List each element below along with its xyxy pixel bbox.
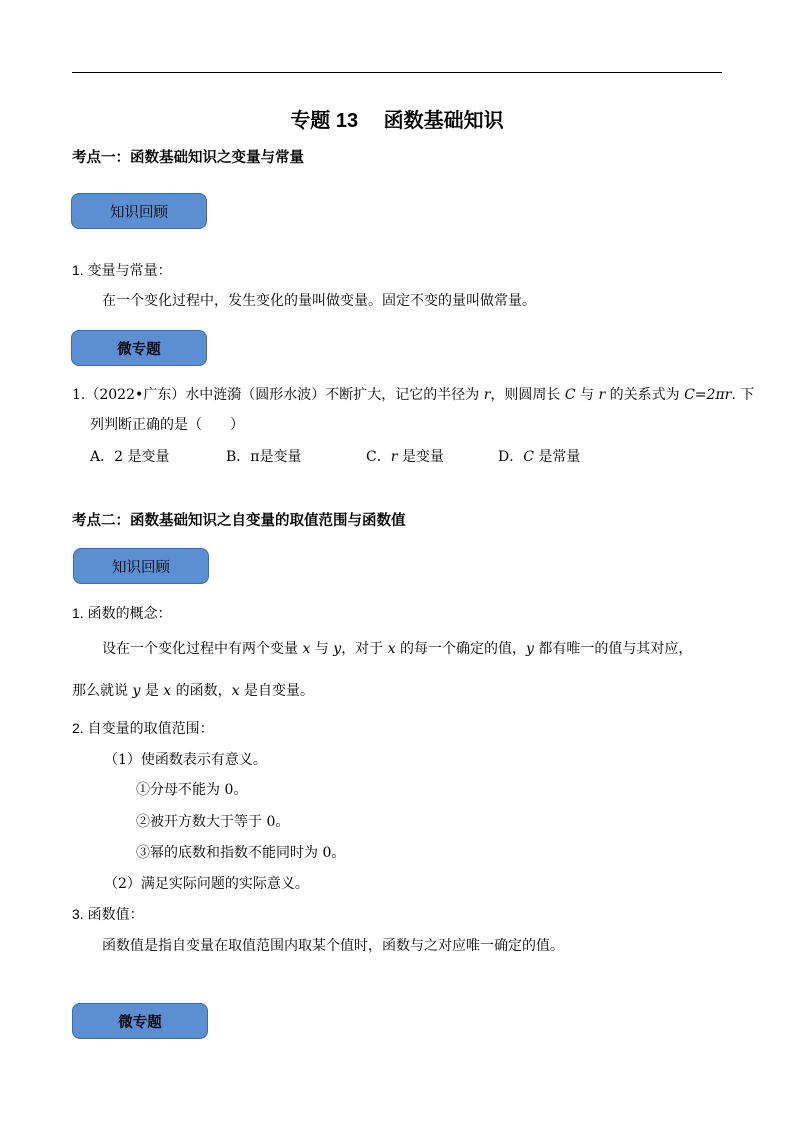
question-1-var-r: r	[483, 387, 491, 403]
question-1-var-r2: r	[598, 387, 606, 403]
concept2-var-x: x	[163, 683, 172, 699]
question-1-line1	[72, 384, 754, 404]
concept2-text-b: 是	[140, 683, 164, 699]
function-concept-line2	[72, 680, 314, 700]
question-1-var-c: C	[564, 387, 576, 403]
option-d-suffix: 是常量	[533, 449, 581, 465]
point-variable-constant-title: 1. 变量与常量：	[72, 262, 172, 278]
option-d-prefix: D．	[498, 449, 524, 465]
domain-sub1-iii: ③幂的底数和指数不能同时为 0。	[136, 845, 346, 861]
knowledge-review-text-1: 知识回顾	[110, 204, 168, 221]
question-1-text-a: 1.（2022•广东）水中涟漪（圆形水波）不断扩大，记它的半径为	[72, 387, 484, 403]
micro-topic-label-2	[72, 1003, 208, 1039]
domain-sub1-i: ①分母不能为 0。	[136, 782, 248, 798]
function-concept-line1	[102, 638, 692, 658]
concept2-var-y: y	[132, 683, 141, 699]
point-function-value-title: 3. 函数值：	[72, 906, 144, 922]
option-c	[366, 446, 444, 466]
micro-topic-text-2: 微专题	[118, 1014, 162, 1031]
concept-text-c: ，对于	[341, 641, 388, 657]
domain-sub2: （2）满足实际问题的实际意义。	[104, 876, 309, 892]
page-title: 专题 13 函数基础知识	[290, 110, 504, 132]
concept2-text-d: 是自变量。	[239, 683, 314, 699]
point-function-value-body: 函数值是指自变量在取值范围内取某个值时，函数与之对应唯一确定的值。	[102, 938, 564, 954]
header-rule	[72, 72, 722, 73]
question-1-text-d: 的关系式为	[605, 387, 685, 403]
option-c-var: r	[390, 449, 398, 465]
option-d	[498, 446, 580, 466]
option-d-var: C	[523, 449, 534, 465]
point-domain-title: 2. 自变量的取值范围：	[72, 720, 214, 736]
question-1-formula: C=2πr	[684, 387, 732, 403]
point-variable-constant-body: 在一个变化过程中，发生变化的量叫做变量。固定不变的量叫做常量。	[102, 293, 536, 309]
micro-topic-label-1	[71, 330, 207, 366]
domain-sub1-ii: ②被开方数大于等于 0。	[136, 814, 290, 830]
knowledge-review-label-2	[73, 548, 209, 584]
point-function-concept-title: 1. 函数的概念：	[72, 605, 172, 621]
concept-var-x: x	[302, 641, 311, 657]
option-c-prefix: C．	[366, 449, 391, 465]
option-b: B．π是变量	[226, 449, 302, 465]
domain-sub1: （1）使函数表示有意义。	[104, 752, 267, 768]
question-1-text-e: . 下	[731, 387, 755, 403]
concept-text-b: 与	[310, 641, 334, 657]
option-c-suffix: 是变量	[397, 449, 444, 465]
concept-text-d: 的每一个确定的值，	[395, 641, 526, 657]
knowledge-review-text-2: 知识回顾	[112, 559, 170, 576]
concept-var-y: y	[333, 641, 342, 657]
concept-text-a: 设在一个变化过程中有两个变量	[102, 641, 303, 657]
question-1-line2: 列判断正确的是（ ）	[90, 417, 244, 433]
concept-var-x2: x	[387, 641, 396, 657]
question-1-text-b: ，则圆周长	[490, 387, 565, 403]
concept-text-e: 都有唯一的值与其对应，	[533, 641, 693, 657]
concept2-text-a: 那么就说	[72, 683, 133, 699]
concept2-var-x2: x	[231, 683, 240, 699]
question-1-text-c: 与	[575, 387, 599, 403]
option-a: A．2 是变量	[90, 449, 170, 465]
section2-heading: 考点二：函数基础知识之自变量的取值范围与函数值	[72, 513, 406, 529]
section1-heading: 考点一：函数基础知识之变量与常量	[72, 150, 304, 166]
concept2-text-c: 的函数，	[171, 683, 232, 699]
concept-var-y2: y	[526, 641, 534, 657]
micro-topic-text-1: 微专题	[117, 341, 161, 358]
knowledge-review-label-1	[71, 193, 207, 229]
